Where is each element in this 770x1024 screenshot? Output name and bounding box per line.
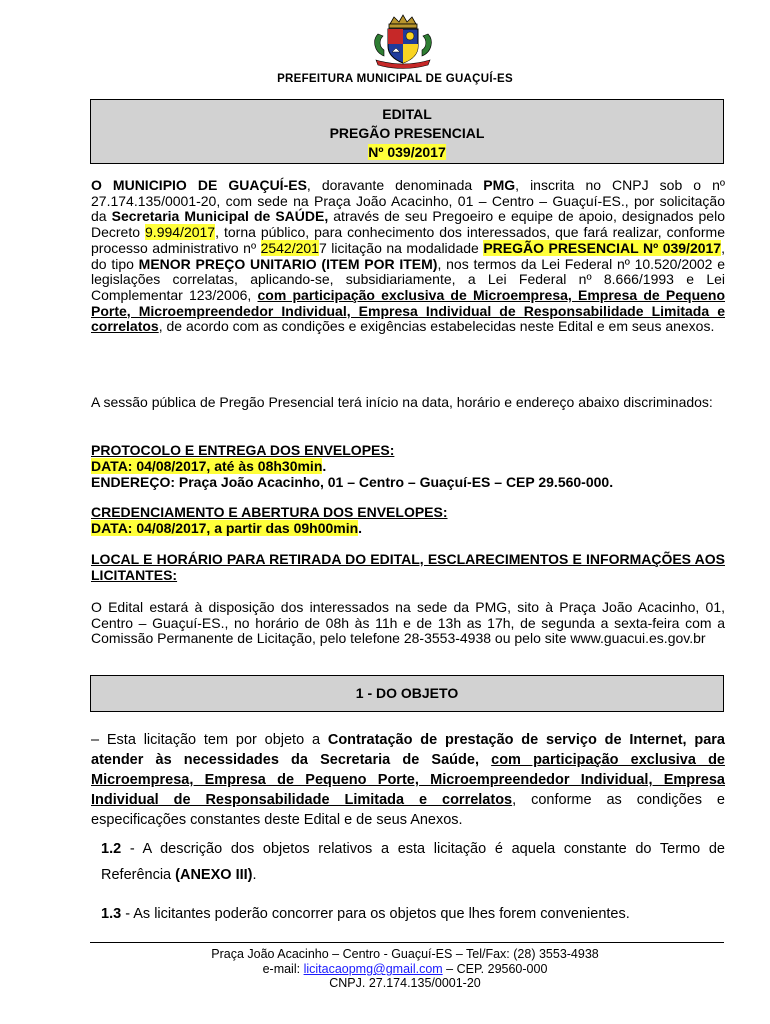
intro-text: , de acordo com as condições e exigências estabelecidas neste Edital e em seus anexos. bbox=[158, 318, 715, 335]
session-paragraph: A sessão pública de Pregão Presencial terá início na data, horário e endereço abaixo discriminados: bbox=[91, 394, 713, 410]
pmg-abbrev: PMG bbox=[483, 177, 516, 193]
item-text: - A descrição dos objetos relativos a esta licitação é aquela constante do Termo de Referência bbox=[101, 841, 725, 883]
intro-text: através de seu Pregoeiro e equipe de apoio, designados pelo Decreto bbox=[91, 208, 725, 241]
footer-cep: – CEP. 29560-000 bbox=[442, 962, 548, 976]
decreto-number: 9.994/2017 bbox=[145, 224, 216, 241]
edital-label: EDITAL bbox=[382, 106, 432, 122]
municipal-coat-of-arms-icon bbox=[370, 14, 436, 70]
objeto-description: Contratação de prestação de serviço de Internet, para atender às necessidades da Secretaria de Saúde, bbox=[91, 732, 725, 768]
intro-text: 7 licitação na modalidade bbox=[318, 239, 484, 256]
local-paragraph: O Edital estará à disposição dos interessados na sede da PMG, sito à Praça João Acacinho, 01, Centro – Guaçuí-ES., no horário de 08h às 11h e de 13h as 17h, de segunda a sexta-feira com a Comissão Permanente de Licitação, pelo telefone 28-3553-4938 ou pelo site www.guacui.es.gov.br bbox=[91, 599, 725, 647]
secretaria-name: Secretaria Municipal de SAÚDE, bbox=[111, 208, 329, 225]
pregao-number-highlight: Nº 039/2017 bbox=[368, 144, 446, 160]
anexo-reference: (ANEXO III) bbox=[175, 867, 253, 883]
protocolo-date-highlight: DATA: 04/08/2017, até às 08h30min bbox=[91, 458, 323, 474]
tipo-licitacao: MENOR PREÇO UNITARIO (ITEM POR ITEM) bbox=[138, 255, 438, 272]
footer-address: Praça João Acacinho – Centro - Guaçuí-ES – Tel/Fax: (28) 3553-4938 bbox=[211, 947, 599, 961]
edital-title-box bbox=[90, 99, 724, 164]
objeto-paragraph bbox=[91, 730, 725, 830]
credenciamento-date-highlight: DATA: 04/08/2017, a partir das 09h00min bbox=[91, 520, 359, 536]
footer-divider bbox=[90, 942, 724, 943]
period: . bbox=[358, 520, 363, 536]
email-link[interactable]: licitacaopmg@gmail.com bbox=[303, 962, 443, 976]
participacao-exclusiva: com participação exclusiva de Microempresa, Empresa de Pequeno Porte, Microempreendedor Individual, Empresa Individual de Responsabilidade Limitada e correlatos bbox=[91, 286, 726, 335]
item-number: 1.2 bbox=[101, 841, 122, 857]
footer-cnpj: CNPJ. 27.174.135/0001-20 bbox=[329, 976, 481, 990]
section-1-title: 1 - DO OBJETO bbox=[355, 685, 459, 701]
credenciamento-date bbox=[91, 520, 725, 536]
protocolo-address: ENDEREÇO: Praça João Acacinho, 01 – Centro – Guaçuí-ES – CEP 29.560-000. bbox=[91, 474, 614, 490]
objeto-text: , conforme as condições e especificações constantes deste Edital e de seus Anexos. bbox=[91, 792, 726, 828]
intro-text: , torna público, para conhecimento dos interessados, que fará realizar, conforme processo administrativo nº bbox=[91, 224, 725, 256]
protocolo-date bbox=[91, 458, 725, 474]
section-1-title-box bbox=[90, 675, 724, 712]
modalidade-name: PREGÃO PRESENCIAL Nº 039/2017 bbox=[483, 239, 722, 256]
intro-text: , nos termos da Lei Federal nº 10.520/2002 e legislações correlatas, aplicando-se, subsidiariamente, a Lei Federal nº 8.666/1993 e Lei Complementar 123/2006, bbox=[91, 255, 725, 303]
credenciamento-heading: CREDENCIAMENTO E ABERTURA DOS ENVELOPES: bbox=[91, 504, 448, 520]
processo-number: 2542/201 bbox=[260, 239, 319, 256]
local-heading: LOCAL E HORÁRIO PARA RETIRADA DO EDITAL, ESCLARECIMENTOS E INFORMAÇÕES AOS LICITANTES: bbox=[91, 551, 725, 583]
intro-text: , do tipo bbox=[91, 239, 725, 272]
period: . bbox=[322, 458, 327, 474]
municipality-name: O MUNICIPIO DE GUAÇUÍ-ES bbox=[91, 177, 307, 193]
email-label: e-mail: bbox=[262, 962, 304, 976]
item-number: 1.3 bbox=[101, 906, 122, 922]
protocolo-heading: PROTOCOLO E ENTREGA DOS ENVELOPES: bbox=[91, 442, 395, 458]
prefeitura-header: PREFEITURA MUNICIPAL DE GUAÇUÍ-ES bbox=[277, 73, 513, 85]
footer-contact bbox=[0, 962, 770, 976]
objeto-participacao: com participação exclusiva de Microempresa, Empresa de Pequeno Porte, Microempreendedor Individual, Empresa Individual de Responsabilidade Limitada e correlatos bbox=[91, 752, 725, 808]
pregao-number bbox=[91, 143, 723, 162]
pregao-label: PREGÃO PRESENCIAL bbox=[329, 125, 485, 141]
item-text: . bbox=[252, 867, 257, 883]
intro-text: , doravante denominada bbox=[306, 177, 484, 193]
objeto-text: – Esta licitação tem por objeto a bbox=[91, 732, 328, 748]
intro-paragraph bbox=[91, 178, 725, 335]
intro-text: , inscrita no CNPJ sob o nº 27.174.135/0001-20, com sede na Praça João Acacinho, 01 – Centro – Guaçuí-ES., por solicitação da bbox=[91, 177, 725, 225]
item-1-3 bbox=[101, 901, 725, 927]
item-1-2 bbox=[101, 836, 725, 888]
item-text: - As licitantes poderão concorrer para os objetos que lhes forem convenientes. bbox=[121, 906, 630, 922]
